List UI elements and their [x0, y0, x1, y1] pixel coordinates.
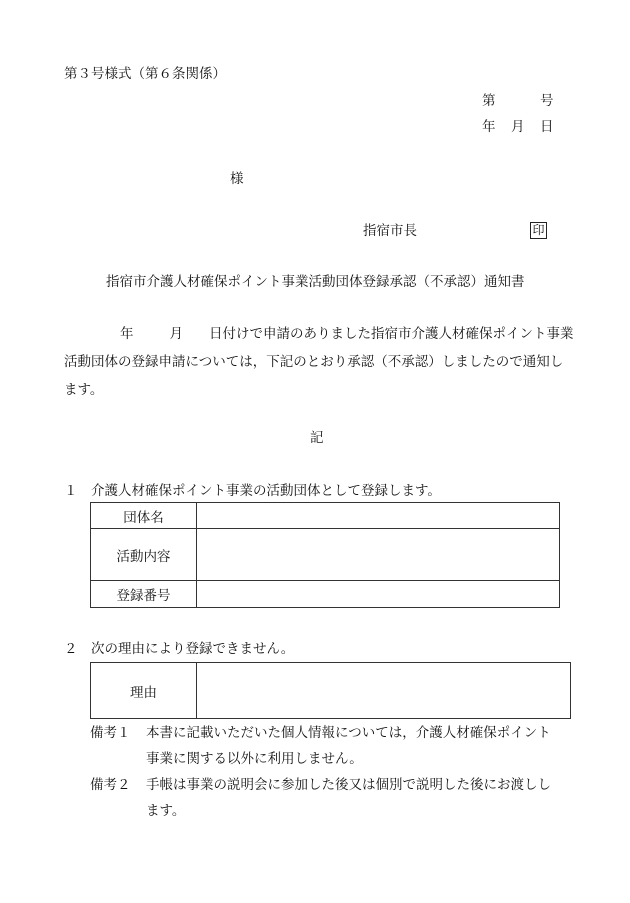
remark-2 [90, 772, 570, 824]
remark-1-text-cont: 事業に関する以外に利用しません。 [146, 751, 363, 767]
document-title: 指宿市介護人材確保ポイント事業活動団体登録承認（不承認）通知書 [106, 274, 525, 290]
registration-table [90, 502, 560, 608]
reason-table [90, 662, 571, 719]
reason-value [197, 663, 571, 719]
remark-1-text: 本書に記載いただいた個人情報については，介護人材確保ポイント [146, 725, 551, 741]
remark-2-label: 備考２ [90, 777, 131, 793]
doc-no-suffix: 号 [540, 93, 554, 109]
body-text: 日付けで申請のありました指宿市介護人材確保ポイント事業活動団体の登録申請については，下記のとおり承認（不承認）しましたので通知します。 [64, 326, 574, 398]
group-name-value [197, 503, 560, 529]
doc-no-prefix: 第 [482, 93, 496, 109]
body-paragraph [64, 320, 574, 404]
table-row [91, 529, 560, 581]
reason-label: 理由 [91, 663, 197, 719]
section2-heading: ２ 次の理由により登録できません。 [64, 641, 295, 657]
table-row [91, 581, 560, 608]
form-number: 第３号様式（第６条関係） [64, 66, 226, 82]
seal-mark: 印 [530, 222, 547, 239]
date-day: 日 [540, 119, 554, 135]
table-row [91, 503, 560, 529]
date-year: 年 [482, 119, 496, 135]
section1-heading: １ 介護人材確保ポイント事業の活動団体として登録します。 [64, 483, 441, 499]
group-name-label: 団体名 [91, 503, 197, 529]
reg-number-label: 登録番号 [91, 581, 197, 608]
activity-label: 活動内容 [91, 529, 197, 581]
date-month: 月 [511, 119, 525, 135]
remark-1-label: 備考１ [90, 725, 131, 741]
body-year: 年 [120, 326, 134, 342]
activity-value [197, 529, 560, 581]
body-month: 月 [169, 326, 183, 342]
recipient-honorific: 様 [230, 171, 244, 187]
ki-heading: 記 [310, 430, 324, 446]
remark-1 [90, 720, 570, 772]
table-row [91, 663, 571, 719]
remark-2-text: 手帳は事業の説明会に参加した後又は個別で説明した後にお渡しし [146, 777, 551, 793]
sender-name: 指宿市長 [363, 223, 417, 239]
remark-2-text-cont: ます。 [146, 803, 186, 819]
reg-number-value [197, 581, 560, 608]
